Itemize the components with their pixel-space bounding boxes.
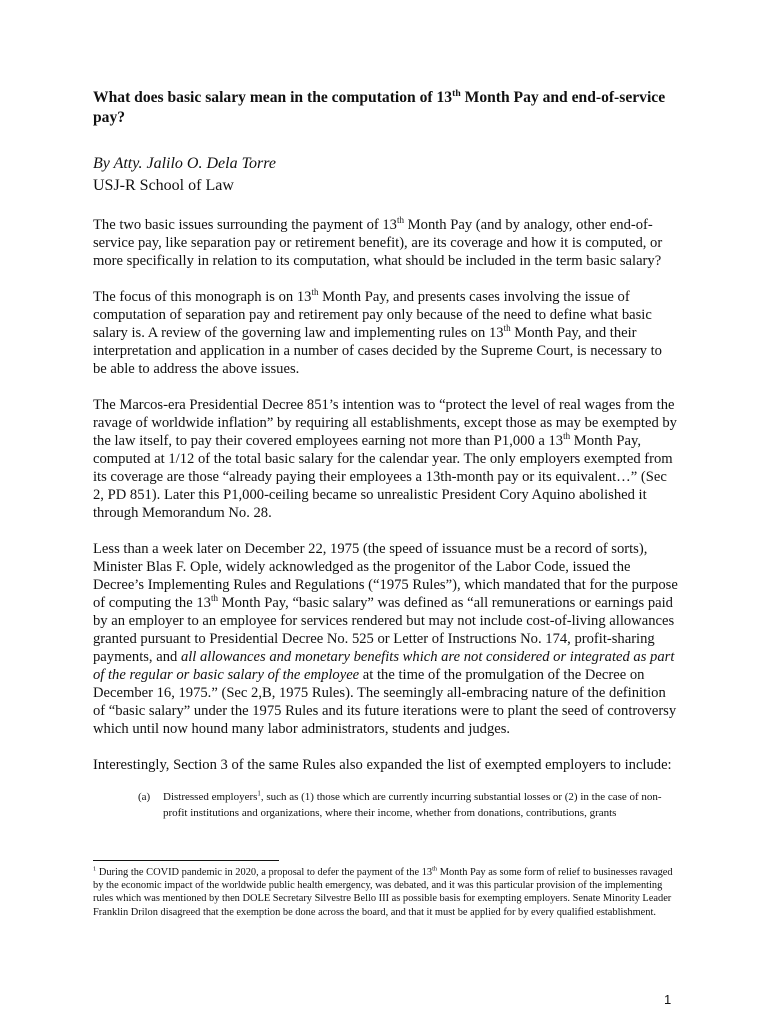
footnote: $^1$ During the COVID pandemic in 2020, a proposal to defer the payment of the 13th Month Pay as some form of relief to businesses ravaged by the economic impact of the worldwide public health emergency, was debated, and it was this particular provision of the implementing rules which was mentioned by then DOLE Secretary Silvestre Bello III as possible basis for exempting employers. Senate Minority Leader Franklin Drilon disagreed that the exemption be done across the board, and that it must be applied for by every qualified establishment. (93, 865, 673, 918)
page-number: 1 (664, 992, 672, 1007)
document-title: What does basic salary mean in the computation of 13th Month Pay and end-of-service pay? (93, 87, 666, 126)
page-content (93, 88, 679, 821)
footnote-divider (93, 860, 279, 861)
footnote-number: 1 (93, 865, 97, 873)
paragraph-3: The Marcos-era Presidential Decree 851’s intention was to “protect the level of real wages from the ravage of worldwide inflation” by requiring all establishments, except those as may be exempted by the law itself, to pay their covered employees earning not more than P1,000 a 13th Month Pay, computed at 1/12 of the total basic salary for the calendar year. The only employers exempted from its coverage are those “already paying their employees a 13th-month pay or its equivalent…” (Sec 2, PD 851). Later this P1,000-ceiling became so unrealistic President Cory Aquino abolished it through Memorandum No. 28. (93, 397, 677, 521)
author-affiliation: USJ-R School of Law (93, 177, 234, 194)
list-item: (a) Distressed employers$^1$, such as (1) those which are currently incurring substantial losses or (2) in the case of non-profit institutions and organizations, where their income, whether from donations, contributions, grants (138, 790, 662, 819)
paragraph-1: The two basic issues surrounding the payment of 13th Month Pay (and by analogy, other end-of-service pay, like separation pay or retirement benefit), are its coverage and how it is computed, or more specifically in relation to its computation, what should be included in the term basic salary? (93, 215, 663, 269)
author-byline: By Atty. Jalilo O. Dela Torre (93, 155, 276, 172)
list-marker: (a) (138, 791, 151, 803)
paragraph-2: The focus of this monograph is on 13th Month Pay, and presents cases involving the issue of computation of separation pay and retirement pay only because of the need to define what basic salary is. A review of the governing law and implementing rules on 13th Month Pay, and their interpretation and application in a number of cases decided by the Supreme Court, is necessary to be able to address the above issues. (93, 287, 662, 377)
footnote-reference[interactable]: 1 (257, 790, 261, 798)
paragraph-5: Interestingly, Section 3 of the same Rules also expanded the list of exempted employers to include: (93, 757, 672, 773)
italic-quote: all allowances and monetary benefits which are not considered or integrated as part of the regular or basic salary of the employee (93, 649, 675, 683)
paragraph-4: Less than a week later on December 22, 1975 (the speed of issuance must be a record of sorts), Minister Blas F. Ople, widely acknowledged as the progenitor of the Labor Code, issued the Decree’s Implementing Rules and Regulations (“1975 Rules”), which mandated that for the purpose of computing the 13th Month Pay, “basic salary” was defined as “all remunerations or earnings paid by an employer to an employee for services rendered but may not include cost-of-living allowances granted pursuant to Presidential Decree No. 525 or Letter of Instructions No. 174, profit-sharing payments, and all allowances and monetary benefits which are not considered or integrated as part of the regular or basic salary of the employee at the time of the promulgation of the Decree on December 16, 1975.” (Sec 2,B, 1975 Rules). The seemingly all-embracing nature of the definition of “basic salary” under the 1975 Rules and its future iterations were to plant the seed of controversy which until now hound many labor administrators, students and judges. (93, 541, 678, 737)
